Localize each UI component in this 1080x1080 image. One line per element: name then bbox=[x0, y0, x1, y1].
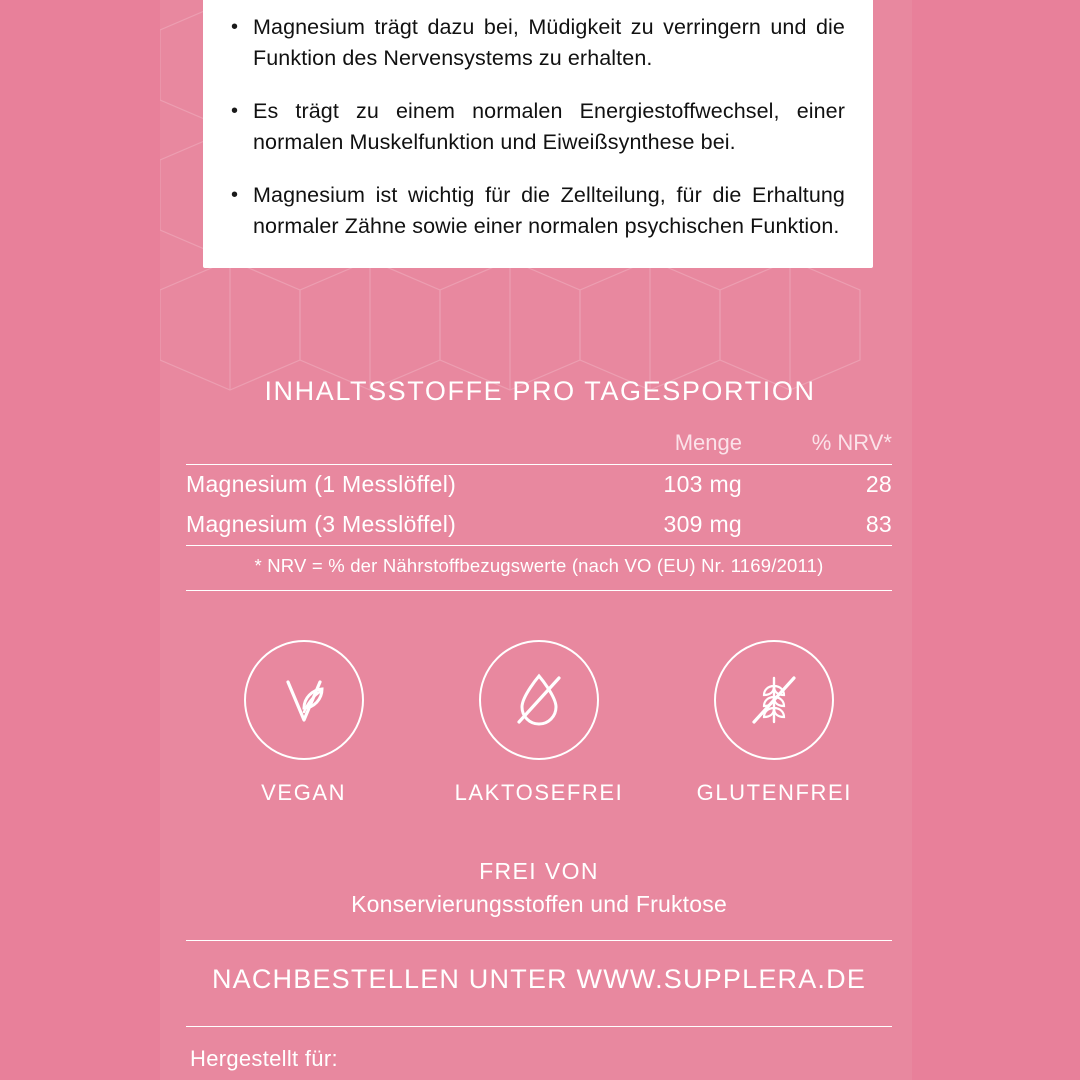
badge-label: VEGAN bbox=[261, 780, 347, 805]
cell-nrv: 83 bbox=[742, 505, 892, 546]
badge-label: GLUTENFREI bbox=[696, 780, 852, 805]
badge-vegan bbox=[204, 640, 404, 806]
lactose-free-drop-icon bbox=[503, 664, 575, 736]
cell-nutrient: Magnesium (1 Messlöffel) bbox=[186, 465, 542, 506]
table-header-row bbox=[186, 430, 892, 465]
badge-gluten-free bbox=[674, 640, 874, 806]
claim-item bbox=[231, 96, 845, 158]
badge-circle bbox=[479, 640, 599, 760]
cell-amount: 103 mg bbox=[542, 465, 742, 506]
claim-item bbox=[231, 12, 845, 74]
left-edge-band bbox=[0, 0, 160, 1080]
divider-top bbox=[186, 940, 892, 941]
free-from-section bbox=[186, 858, 892, 918]
cell-nutrient: Magnesium (3 Messlöffel) bbox=[186, 505, 542, 546]
manufacturer-label: Hergestellt für: bbox=[190, 1046, 338, 1071]
cell-amount: 309 mg bbox=[542, 505, 742, 546]
health-claims-box bbox=[203, 0, 873, 268]
reorder-text: NACHBESTELLEN UNTER WWW.SUPPLERA.DE bbox=[211, 964, 867, 994]
bullet-icon: • bbox=[231, 16, 239, 38]
column-header-nutrient bbox=[186, 430, 542, 465]
ingredients-heading: INHALTSSTOFFE PRO TAGESPORTION bbox=[264, 376, 816, 406]
badge-label: LAKTOSEFREI bbox=[454, 780, 624, 805]
nrv-footnote: * NRV = % der Nährstoffbezugswerte (nach VO (EU) Nr. 1169/2011) bbox=[186, 555, 892, 591]
vegan-leaf-icon bbox=[268, 664, 340, 736]
column-header-amount: Menge bbox=[674, 430, 742, 455]
table-row bbox=[186, 465, 892, 506]
bullet-icon: • bbox=[231, 100, 239, 122]
claim-text: Magnesium ist wichtig für die Zellteilung, für die Erhaltung normaler Zähne sowie einer normalen psychischen Funktion. bbox=[253, 183, 845, 238]
badge-lactose-free bbox=[439, 640, 639, 806]
badge-circle bbox=[714, 640, 834, 760]
divider-bottom bbox=[186, 1026, 892, 1027]
bullet-icon: • bbox=[231, 184, 239, 206]
right-edge-band bbox=[912, 0, 1080, 1080]
column-header-nrv: % NRV* bbox=[811, 430, 892, 455]
gluten-free-wheat-icon bbox=[738, 664, 810, 736]
cell-nrv: 28 bbox=[742, 465, 892, 506]
table-row bbox=[186, 505, 892, 546]
free-from-title: FREI VON bbox=[479, 858, 599, 884]
badge-circle bbox=[244, 640, 364, 760]
claim-item bbox=[231, 180, 845, 242]
claim-text: Es trägt zu einem normalen Energiestoffwechsel, einer normalen Muskelfunktion und Eiweißsynthese bei. bbox=[253, 99, 845, 154]
claim-text: Magnesium trägt dazu bei, Müdigkeit zu verringern und die Funktion des Nervensystems zu erhalten. bbox=[253, 15, 845, 70]
nutrition-table-wrapper bbox=[186, 430, 892, 591]
free-from-subtitle: Konservierungsstoffen und Fruktose bbox=[351, 891, 727, 917]
certification-badges bbox=[186, 640, 892, 806]
nutrition-table bbox=[186, 430, 892, 546]
